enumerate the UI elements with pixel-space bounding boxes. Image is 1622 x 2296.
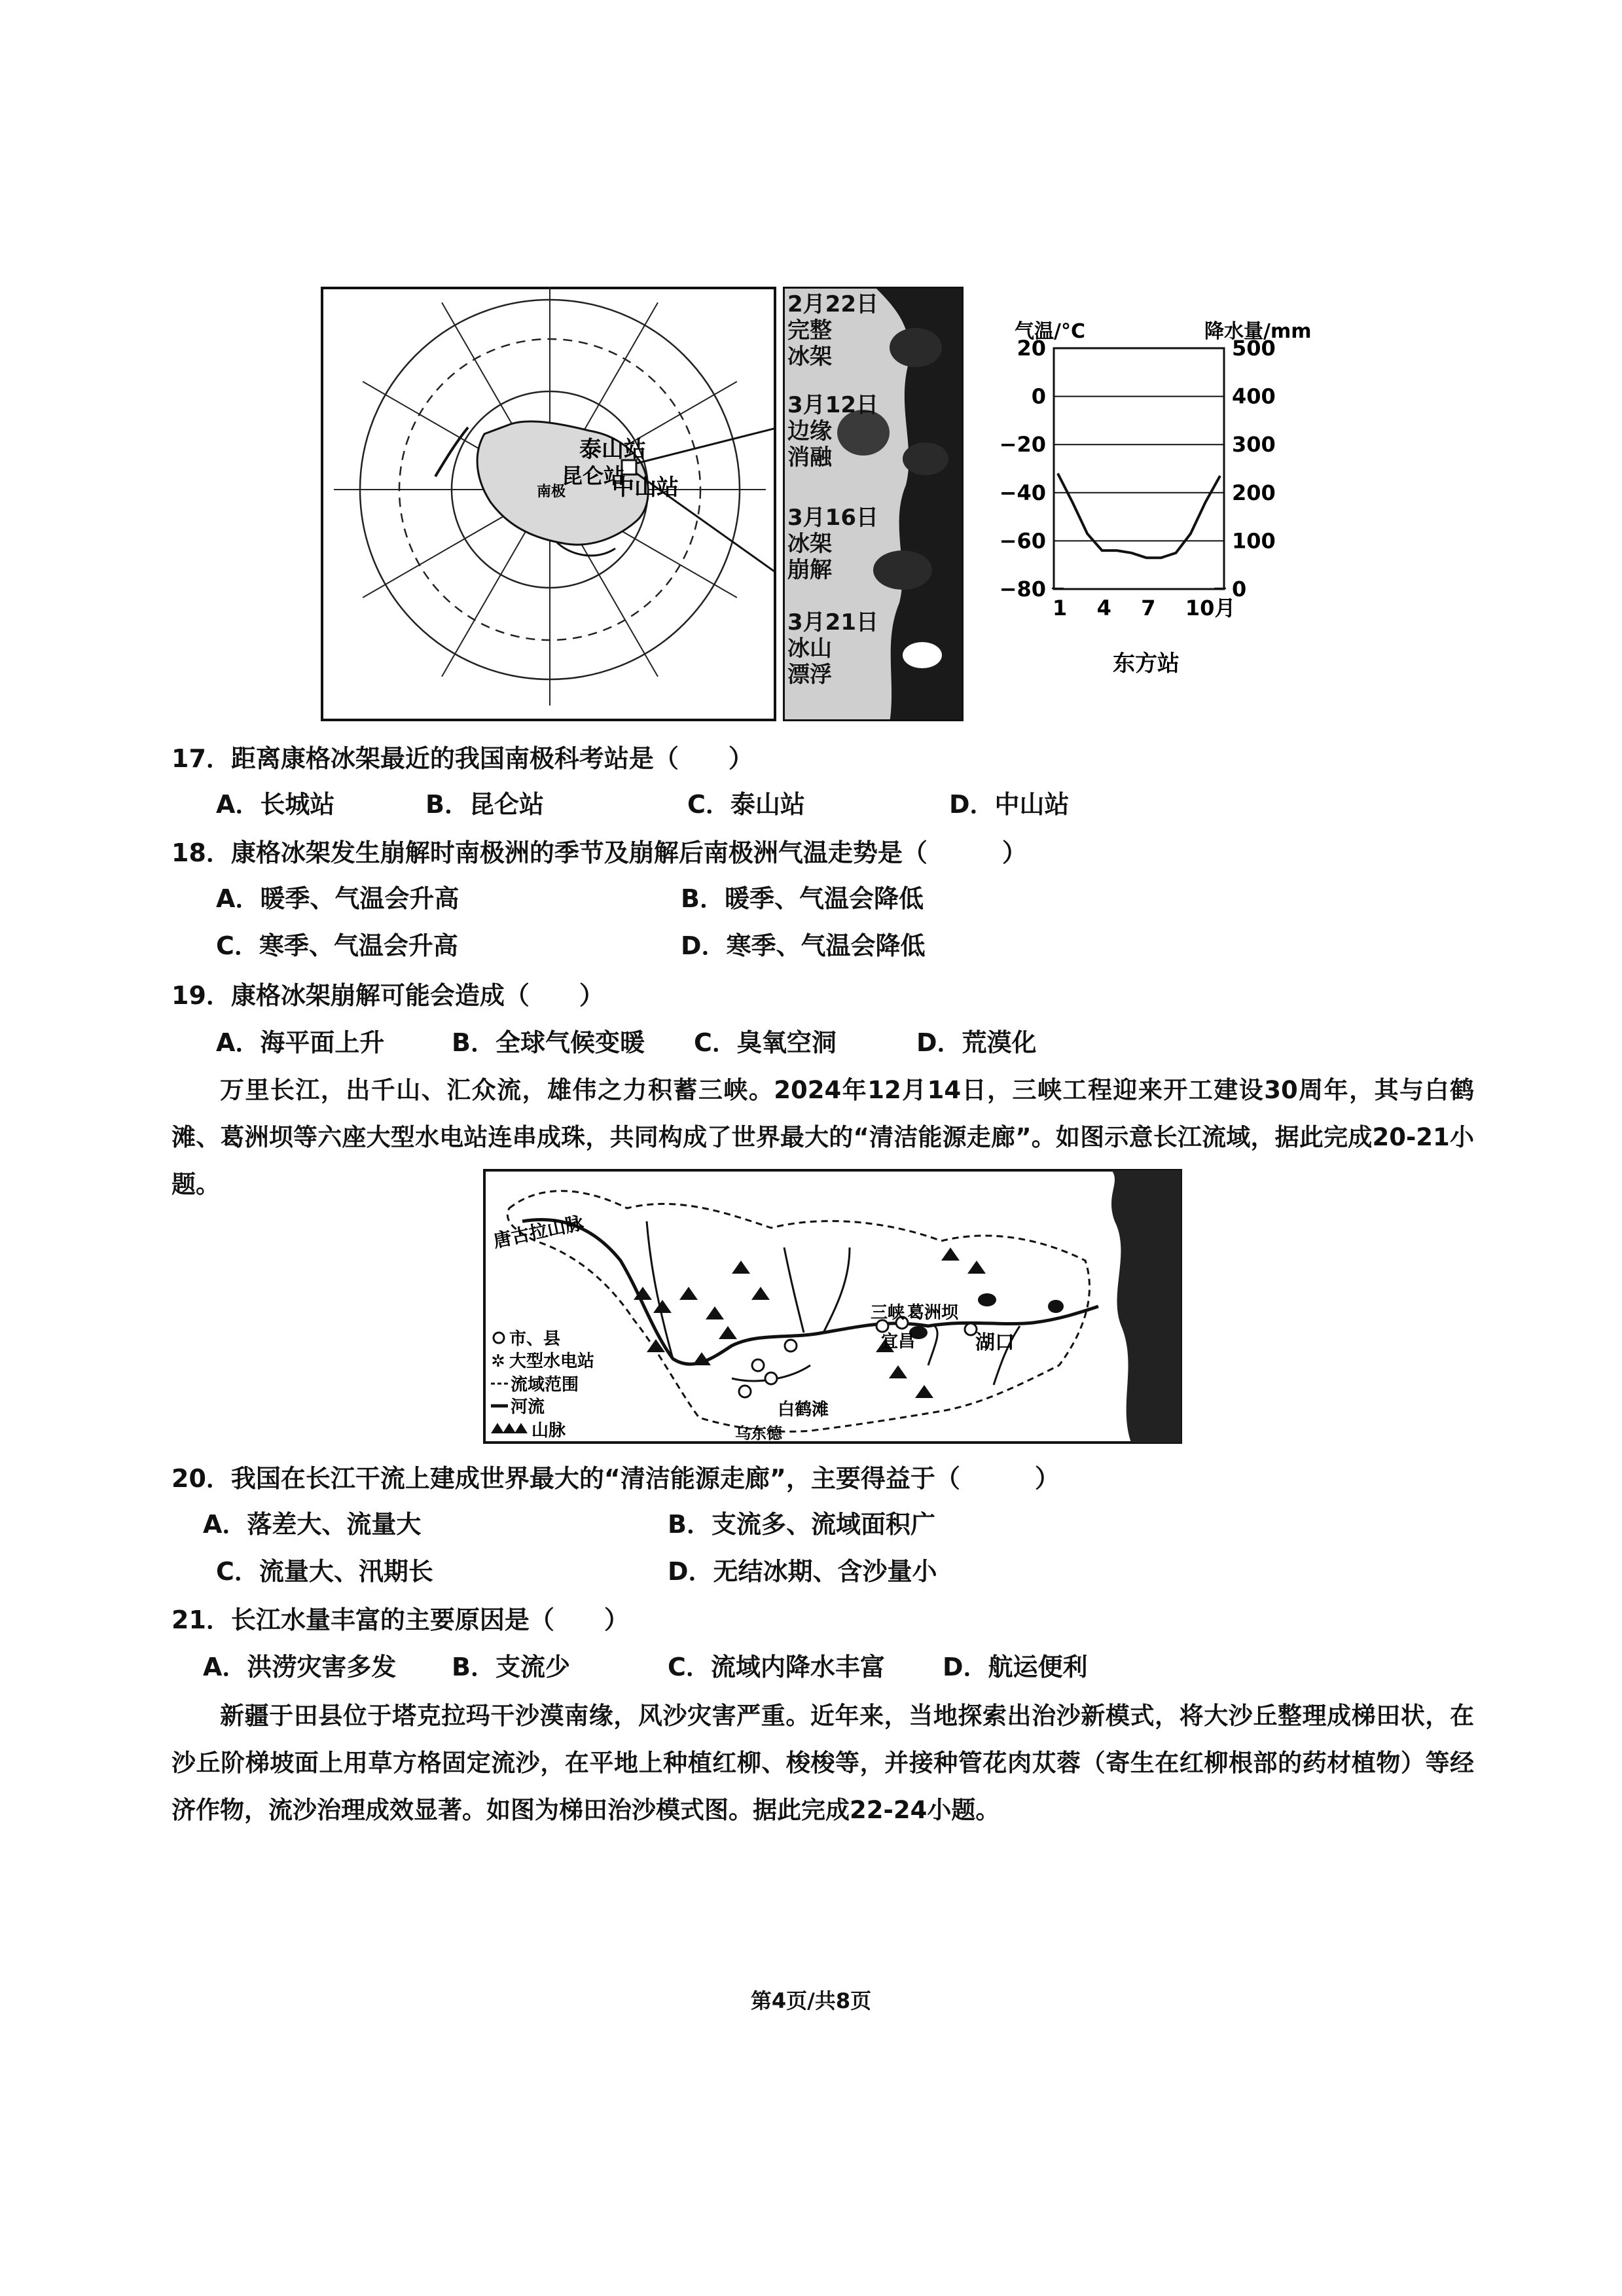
yangtze-basin-map: [483, 1169, 1182, 1444]
precipitation-bar: [1185, 588, 1197, 589]
q20-option-d[interactable]: D．无结冰期、含沙量小: [668, 1557, 937, 1586]
caption-date-mar21: 3月21日: [787, 609, 878, 636]
month-tick-label: 7: [1141, 596, 1156, 620]
q20-option-c[interactable]: C．流量大、汛期长: [216, 1557, 433, 1586]
zhongshan-station-label: 中山站: [612, 475, 679, 501]
precipitation-bar: [1067, 588, 1079, 589]
q20-option-a[interactable]: A．落差大、流量大: [203, 1510, 422, 1539]
hydropower-icon: ✲: [491, 1352, 505, 1371]
question-19: 19．康格冰架崩解可能会造成（ ）: [171, 981, 604, 1010]
legend-basin: 流域范围: [511, 1375, 579, 1395]
precipitation-bar: [1199, 588, 1211, 589]
q19-option-a[interactable]: A．海平面上升: [216, 1028, 385, 1057]
yangtze-passage: 万里长江，出千山、汇众流，雄伟之力积蓄三峡。2024年12月14日，三峡工程迎来开工建设30周年，其与白鹤滩、葛洲坝等六座大型水电站连串成珠，共同构成了世界最大的“清洁能源走廊”。如图示意长江流域，据此完成20-21小题。: [171, 1076, 1474, 1198]
question-17: 17．距离康格冰架最近的我国南极科考站是（ ）: [171, 744, 753, 773]
temperature-tick-label: −40: [999, 480, 1046, 505]
precipitation-axis-label: 降水量/mm: [1204, 320, 1312, 343]
temperature-axis-label: 气温/°C: [1015, 320, 1085, 343]
desert-passage: 新疆于田县位于塔克拉玛干沙漠南缘，风沙灾害严重。近年来，当地探索出治沙新模式，将大沙丘整理成梯田状，在沙丘阶梯坡面上用草方格固定流沙，在平地上种植红柳、梭梭等，并接种管花肉苁蓉（寄生在红柳根部的药材植物）等经济作物，流沙治理成效显著。如图为梯田治沙模式图。据此完成22-24小题。: [171, 1702, 1474, 1824]
precipitation-bar: [1170, 588, 1181, 589]
wudongde-label: 乌东德: [735, 1424, 782, 1443]
q21-option-c[interactable]: C．流域内降水丰富: [668, 1653, 885, 1681]
caption-desc-feb22: 完整冰架: [787, 317, 832, 370]
q19-option-b[interactable]: B．全球气候变暖: [452, 1028, 645, 1057]
q21-option-b[interactable]: B．支流少: [452, 1653, 570, 1681]
q21-option-a[interactable]: A．洪涝灾害多发: [203, 1653, 397, 1681]
q20-option-b[interactable]: B．支流多、流域面积广: [668, 1510, 935, 1539]
precipitation-bar: [1111, 588, 1123, 589]
caption-date-mar12: 3月12日: [787, 392, 878, 418]
temperature-tick-label: −80: [999, 577, 1046, 601]
q18-option-b[interactable]: B．暖季、气温会降低: [681, 884, 924, 913]
map-legend: [487, 1323, 605, 1441]
temperature-tick-label: −60: [999, 528, 1046, 554]
plot-frame: [1054, 348, 1224, 589]
temperature-tick-label: 0: [1031, 384, 1046, 409]
precipitation-tick-label: 100: [1232, 528, 1276, 554]
baihetan-label: 白鹤滩: [778, 1400, 829, 1420]
caption-desc-mar21: 冰山漂浮: [787, 636, 832, 688]
precipitation-tick-label: 500: [1232, 336, 1276, 361]
q17-option-a[interactable]: A．长城站: [216, 790, 335, 819]
month-tick-label: 4: [1096, 596, 1111, 620]
caption-date-mar16: 3月16日: [787, 505, 878, 531]
precipitation-bar: [1140, 588, 1152, 589]
taishan-station-label: 泰山站: [579, 437, 646, 463]
caption-date-feb22: 2月22日: [787, 291, 878, 317]
tanggula-mountains-label: 唐古拉山脉: [491, 1211, 586, 1252]
legend-mountain: 山脉: [532, 1421, 566, 1441]
precipitation-tick-label: 0: [1232, 577, 1247, 601]
precipitation-bar: [1126, 588, 1138, 589]
precipitation-tick-label: 200: [1232, 480, 1276, 505]
temperature-line: [1058, 473, 1220, 558]
precipitation-tick-label: 300: [1232, 432, 1276, 457]
q17-option-d[interactable]: D．中山站: [949, 790, 1070, 819]
q18-option-c[interactable]: C．寒季、气温会升高: [216, 931, 458, 960]
precipitation-bar: [1214, 588, 1226, 589]
precipitation-bar: [1081, 588, 1093, 589]
climate-chart: [995, 314, 1322, 681]
yichang-label: 宜昌: [881, 1332, 916, 1352]
ice-shelf-satellite-panel: [783, 287, 964, 721]
temperature-tick-label: −20: [999, 432, 1046, 457]
q21-option-d[interactable]: D．航运便利: [943, 1653, 1088, 1681]
precipitation-tick-label: 400: [1232, 384, 1276, 409]
antarctica-map: [321, 287, 776, 721]
precipitation-bar: [1096, 588, 1108, 589]
question-18: 18．康格冰架发生崩解时南极洲的季节及崩解后南极洲气温走势是（ ）: [171, 838, 1027, 867]
q17-option-b[interactable]: B．昆仑站: [425, 790, 544, 819]
q17-option-c[interactable]: C．泰山站: [687, 790, 805, 819]
question-21: 21．长江水量丰富的主要原因是（ ）: [171, 1605, 629, 1634]
precipitation-bar: [1052, 588, 1064, 589]
question-20: 20．我国在长江干流上建成世界最大的“清洁能源走廊”，主要得益于（ ）: [171, 1464, 1060, 1493]
q18-option-a[interactable]: A．暖季、气温会升高: [216, 884, 460, 913]
kunlun-station-label: 昆仑站: [562, 463, 625, 488]
q18-option-d[interactable]: D．寒季、气温会降低: [681, 931, 926, 960]
legend-river: 河流: [511, 1397, 545, 1417]
legend-hydropower: 大型水电站: [509, 1352, 595, 1371]
gezhouba-label: 葛洲坝: [907, 1303, 959, 1323]
q19-option-c[interactable]: C．臭氧空洞: [694, 1028, 837, 1057]
three-gorges-label: 三峡: [871, 1303, 905, 1323]
temperature-tick-label: 20: [1017, 336, 1046, 361]
q19-option-d[interactable]: D．荒漠化: [916, 1028, 1037, 1057]
month-tick-label: 10月: [1185, 596, 1236, 620]
legend-city: 市、县: [509, 1329, 561, 1349]
month-tick-label: 1: [1053, 596, 1068, 620]
page-footer: 第4页/共8页: [750, 1988, 872, 2013]
caption-desc-mar16: 冰架崩解: [787, 531, 832, 583]
station-name: 东方站: [1113, 651, 1180, 677]
hukou-label: 湖口: [975, 1331, 1015, 1354]
south-pole-label: 南极: [537, 484, 566, 500]
caption-desc-mar12: 边缘消融: [787, 418, 832, 471]
precipitation-bar: [1155, 588, 1167, 589]
